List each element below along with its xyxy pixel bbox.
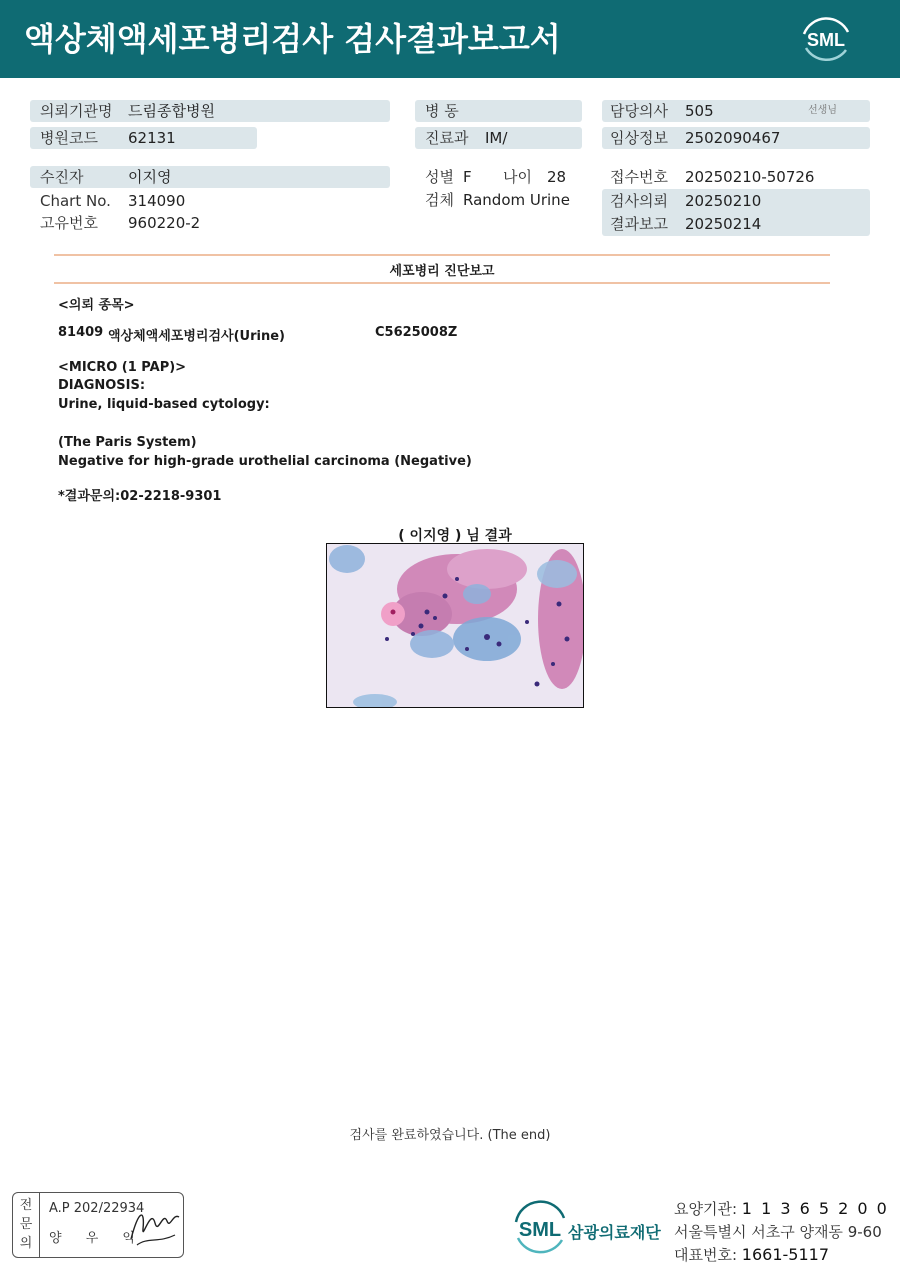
clinical-info-label: 임상정보 (610, 129, 668, 147)
chart-no-field (30, 190, 330, 212)
ward-label: 병 동 (425, 102, 459, 120)
patient-value: 이지영 (128, 168, 172, 186)
report-date-value: 20250214 (685, 215, 762, 233)
micro-heading: <MICRO (1 PAP)> (58, 360, 187, 375)
report-date-field (602, 213, 870, 235)
age-value: 28 (547, 168, 567, 186)
footer-org-name: 삼광의료재단 (568, 1223, 661, 1242)
sex-label: 성별 (425, 168, 454, 186)
test-name: 액상체액세포병리검사(Urine) (108, 329, 285, 344)
result-inquiry: *결과문의:02-2218-9301 (58, 489, 222, 504)
institution-value: 드림종합병원 (128, 102, 215, 120)
diagnosis-result: Negative for high-grade urothelial carcinoma (Negative) (58, 454, 472, 469)
ward-field (415, 100, 582, 122)
test-code: 81409 (58, 325, 104, 340)
doctor-field (602, 100, 870, 122)
hospital-code-label: 병원코드 (40, 129, 98, 147)
institution-label: 의뢰기관명 (40, 102, 113, 120)
institution-code-label: 요양기관: (674, 1200, 738, 1218)
department-label: 진료과 (425, 129, 469, 147)
doctor-suffix: 선생님 (808, 105, 837, 116)
image-title: ( 이지영 ) 님 결과 (398, 528, 512, 544)
hospital-code-field (30, 127, 257, 149)
sex-value: F (463, 168, 472, 186)
report-header (0, 0, 900, 78)
institution-code-line (674, 1198, 889, 1219)
phone-label: 대표번호: (674, 1246, 738, 1264)
diagnosis-line: Urine, liquid-based cytology: (58, 397, 270, 412)
report-date-label: 결과보고 (610, 215, 668, 233)
phone-value: 1661-5117 (741, 1245, 830, 1264)
stamp-side-char: 문 (19, 1217, 33, 1232)
footer-address: 서울특별시 서초구 양재동 9-60 (674, 1223, 882, 1241)
institution-field (30, 100, 390, 122)
specimen-label: 검체 (425, 191, 454, 209)
stamp-side-label (13, 1193, 40, 1257)
institution-code-value: 1 1 3 6 5 2 0 0 (741, 1199, 889, 1218)
diagnosis-label: DIAGNOSIS: (58, 378, 146, 393)
receipt-no-value: 20250210-50726 (685, 168, 815, 186)
stamp-ap-number: A.P 202/22934 (49, 1201, 145, 1216)
unique-no-label: 고유번호 (40, 214, 98, 232)
hospital-code-value: 62131 (128, 129, 176, 147)
doctor-value: 505 (685, 102, 714, 120)
stamp-side-char: 전 (19, 1198, 33, 1213)
end-of-report: 검사를 완료하였습니다. (The end) (349, 1128, 551, 1143)
specimen-value: Random Urine (463, 191, 570, 209)
age-label: 나이 (503, 168, 532, 186)
doctor-label: 담당의사 (610, 102, 668, 120)
request-heading: <의뢰 종목> (58, 298, 135, 313)
chart-no-value: 314090 (128, 192, 186, 210)
request-date-value: 20250210 (685, 192, 762, 210)
unique-no-value: 960220-2 (128, 214, 201, 232)
patient-label: 수진자 (40, 168, 84, 186)
receipt-no-field (602, 166, 870, 188)
signature-icon (125, 1199, 185, 1251)
footer-logo-text: SML (518, 1219, 562, 1241)
section-heading (54, 254, 830, 284)
section-title: 세포병리 진단보고 (389, 264, 495, 279)
patient-field (30, 166, 390, 188)
specimen-field (415, 189, 595, 211)
footer-sml-logo-icon (510, 1200, 570, 1256)
chart-no-label: Chart No. (40, 192, 111, 210)
department-field (415, 127, 582, 149)
request-date-label: 검사의뢰 (610, 192, 668, 210)
unique-no-field (30, 212, 330, 234)
cytology-microscope-image (326, 543, 584, 708)
phone-line (674, 1244, 829, 1265)
specialist-stamp (12, 1192, 184, 1258)
paris-system-line: (The Paris System) (58, 435, 197, 450)
clinical-info-value: 2502090467 (685, 129, 781, 147)
sml-logo-text: SML (807, 30, 845, 50)
report-title: 액상체액세포병리검사 검사결과보고서 (24, 20, 561, 58)
request-date-field (602, 190, 870, 212)
stamp-doctor-name: 양 우 익 (49, 1231, 145, 1246)
department-value: IM/ (485, 129, 508, 147)
sml-logo-icon (796, 12, 856, 66)
test-id: C5625008Z (375, 325, 458, 340)
stamp-side-char: 의 (19, 1236, 33, 1251)
clinical-info-field (602, 127, 870, 149)
receipt-no-label: 접수번호 (610, 168, 668, 186)
sex-age-field (415, 166, 585, 188)
